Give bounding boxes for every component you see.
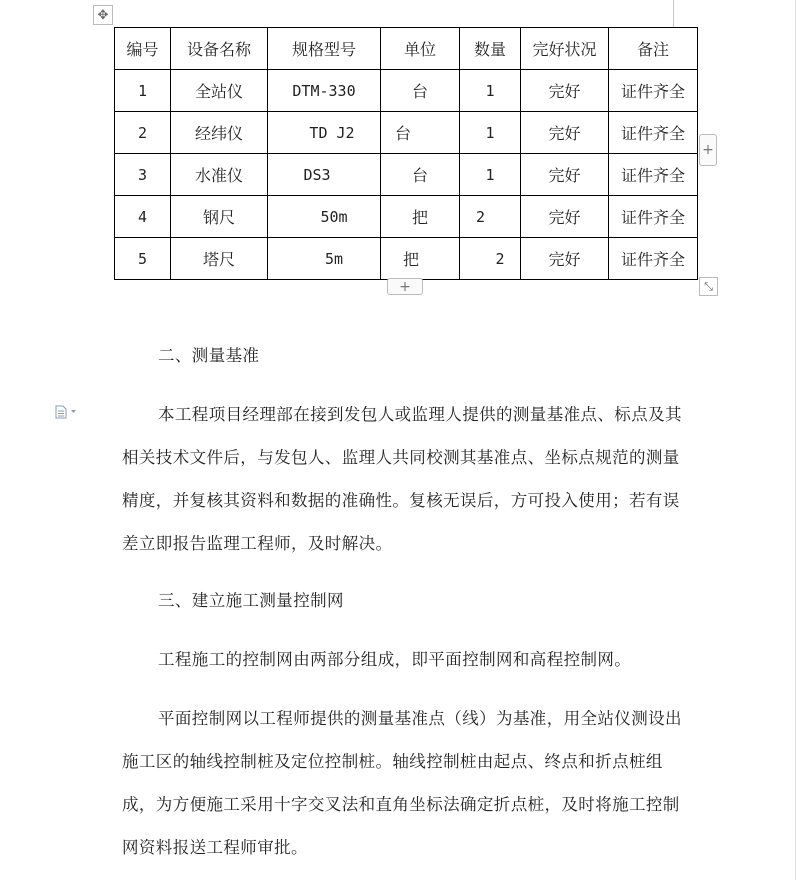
header-cell[interactable]: 数量 xyxy=(460,28,521,70)
table-header-row xyxy=(115,28,698,70)
paragraph-survey-benchmark: 本工程项目经理部在接到发包人或监理人提供的测量基准点、标点及其相关技术文件后，与发包人、监理人共同校测其基准点、坐标点规范的测量精度，并复核其资料和数据的准确性。复核无误后，方可投入使用；若有误差立即报告监理工程师，及时解决。 xyxy=(122,405,682,553)
add-row-button[interactable]: + xyxy=(387,278,423,295)
table-cell[interactable]: 证件齐全 xyxy=(609,238,698,280)
table-cell[interactable]: 台 xyxy=(381,154,460,196)
table-row xyxy=(115,238,698,280)
table-cell[interactable]: 1 xyxy=(460,154,521,196)
document-icon xyxy=(55,405,79,419)
section-2 xyxy=(122,334,682,565)
table-cell[interactable]: 完好 xyxy=(521,112,609,154)
table-cell[interactable]: 经纬仪 xyxy=(171,112,268,154)
heading-control-network: 三、建立施工测量控制网 xyxy=(158,591,344,610)
table-cell[interactable]: 完好 xyxy=(521,196,609,238)
table-cell[interactable]: 完好 xyxy=(521,70,609,112)
table-cell[interactable]: 5m xyxy=(268,238,381,280)
table-cell[interactable]: 5 xyxy=(115,238,171,280)
margin-marker xyxy=(673,0,674,27)
table-cell[interactable]: TD J2 xyxy=(268,112,381,154)
table-cell[interactable]: 台 xyxy=(381,112,460,154)
table-row xyxy=(115,112,698,154)
table-cell[interactable]: 1 xyxy=(115,70,171,112)
table-cell[interactable]: 钢尺 xyxy=(171,196,268,238)
table-resize-handle[interactable] xyxy=(699,277,718,296)
header-cell[interactable]: 规格型号 xyxy=(268,28,381,70)
paragraph-icon[interactable] xyxy=(55,405,79,423)
table-cell[interactable]: 50m xyxy=(268,196,381,238)
table-cell[interactable]: 水准仪 xyxy=(171,154,268,196)
table-cell[interactable]: 证件齐全 xyxy=(609,70,698,112)
table-cell[interactable]: 把 xyxy=(381,238,460,280)
paragraph-plane-control-network: 平面控制网以工程师提供的测量基准点（线）为基准，用全站仪测设出施工区的轴线控制桩及定位控制桩。轴线控制桩由起点、终点和折点桩组成，为方便施工采用十字交叉法和直角坐标法确定折点桩，及时将施工控制网资料报送工程师审批。 xyxy=(122,709,682,857)
heading-survey-benchmark: 二、测量基准 xyxy=(158,346,260,365)
table-row xyxy=(115,70,698,112)
section-3 xyxy=(122,579,682,869)
table-cell[interactable]: 全站仪 xyxy=(171,70,268,112)
table-row xyxy=(115,196,698,238)
table-cell[interactable]: 4 xyxy=(115,196,171,238)
table-cell[interactable]: 1 xyxy=(460,112,521,154)
paragraph-control-network-intro: 工程施工的控制网由两部分组成，即平面控制网和高程控制网。 xyxy=(158,650,632,669)
table-cell[interactable]: 3 xyxy=(115,154,171,196)
add-column-button[interactable]: + xyxy=(699,134,717,166)
table-cell[interactable]: 2 xyxy=(115,112,171,154)
move-icon: ✥ xyxy=(97,7,109,23)
table-cell[interactable]: 2 xyxy=(460,238,521,280)
table-cell[interactable]: 1 xyxy=(460,70,521,112)
table-cell[interactable]: 证件齐全 xyxy=(609,112,698,154)
header-cell[interactable]: 编号 xyxy=(115,28,171,70)
table-cell[interactable]: 2 xyxy=(460,196,521,238)
header-cell[interactable]: 设备名称 xyxy=(171,28,268,70)
header-cell[interactable]: 完好状况 xyxy=(521,28,609,70)
table-cell[interactable]: DTM-330 xyxy=(268,70,381,112)
table-cell[interactable]: 把 xyxy=(381,196,460,238)
equipment-table xyxy=(114,27,698,280)
table-row xyxy=(115,154,698,196)
table-cell[interactable]: DS3 xyxy=(268,154,381,196)
table-cell[interactable]: 塔尺 xyxy=(171,238,268,280)
table-cell[interactable]: 证件齐全 xyxy=(609,154,698,196)
header-cell[interactable]: 单位 xyxy=(381,28,460,70)
table-cell[interactable]: 完好 xyxy=(521,238,609,280)
table-move-handle[interactable] xyxy=(93,5,113,25)
table-cell[interactable]: 台 xyxy=(381,70,460,112)
table-cell[interactable]: 证件齐全 xyxy=(609,196,698,238)
header-cell[interactable]: 备注 xyxy=(609,28,698,70)
table-cell[interactable]: 完好 xyxy=(521,154,609,196)
resize-icon: ⤡ xyxy=(704,279,713,293)
